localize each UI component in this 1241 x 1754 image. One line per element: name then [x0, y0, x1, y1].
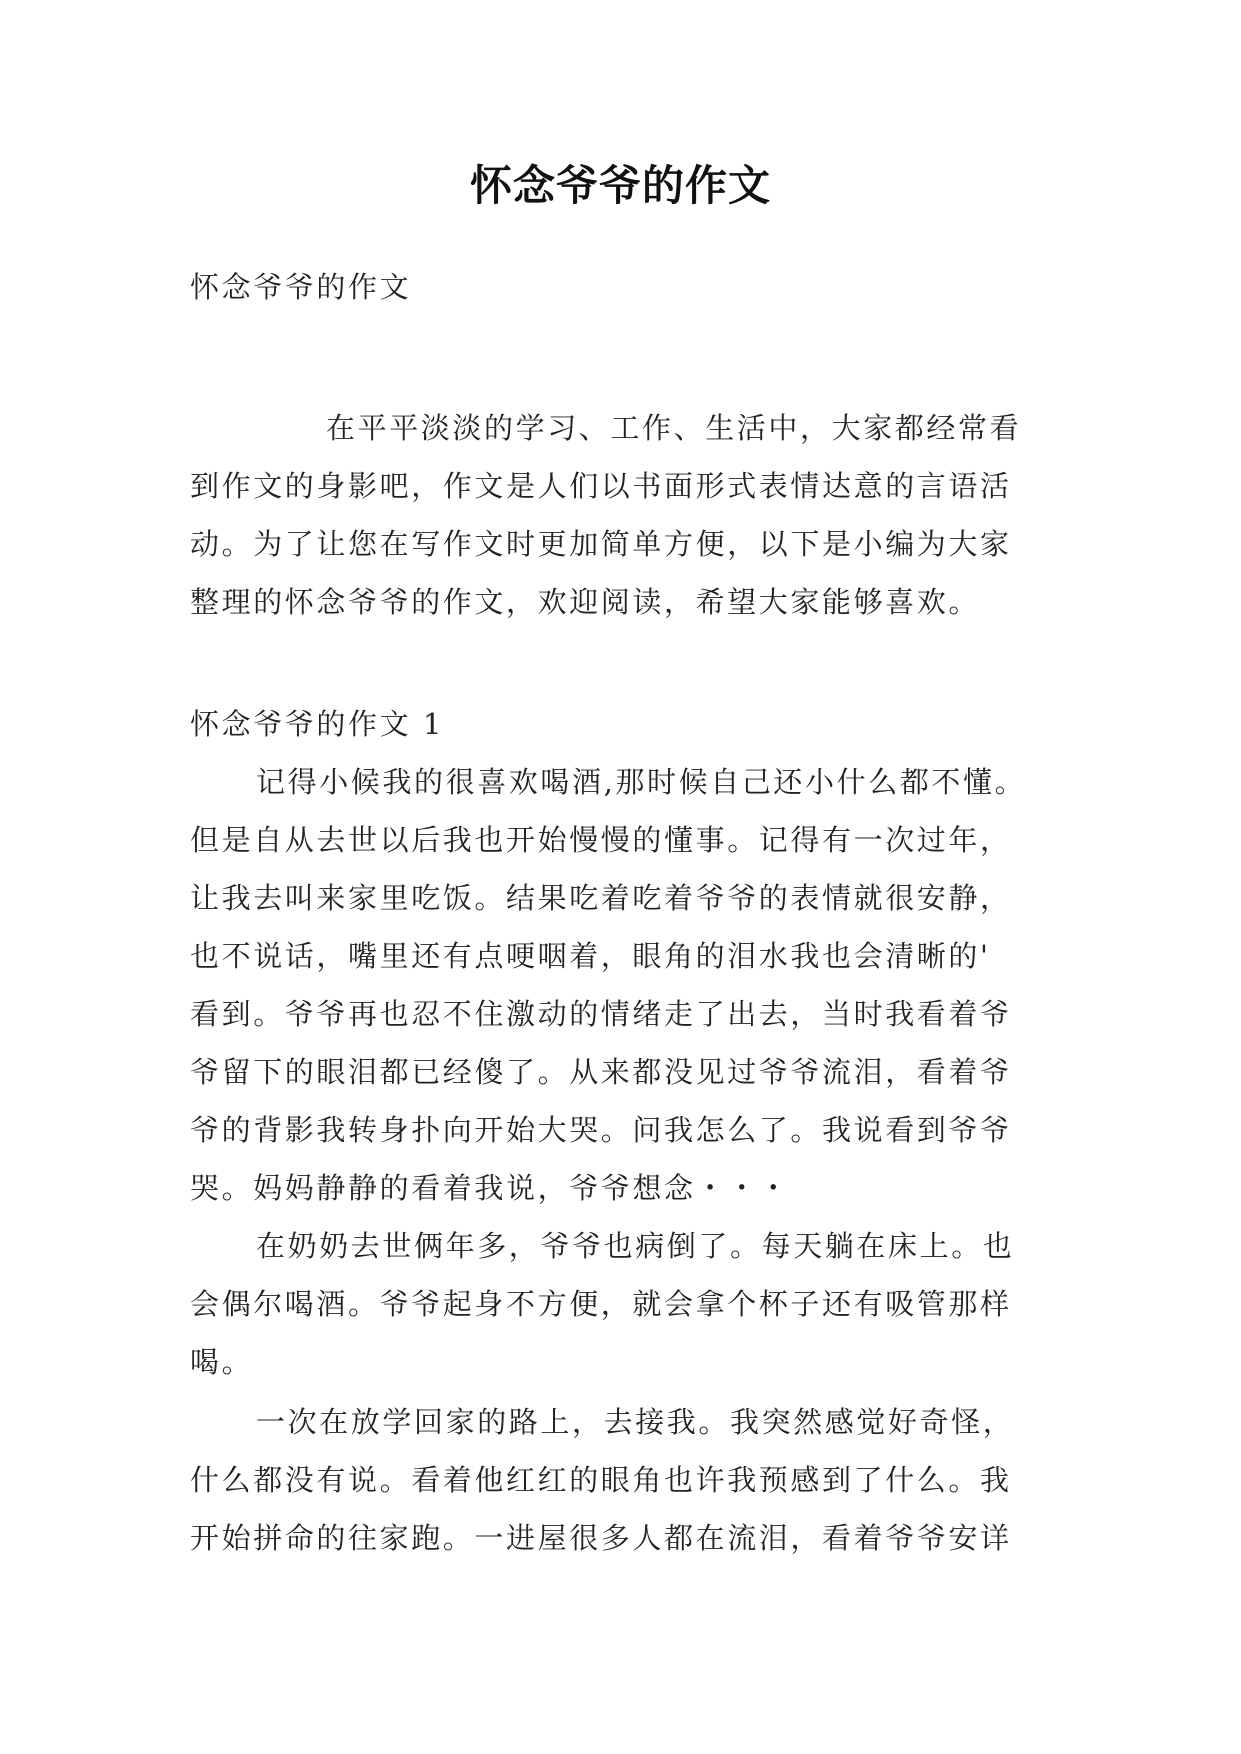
paragraph-line: 什么都没有说。看着他红红的眼角也许我预感到了什么。我 — [190, 1463, 1012, 1497]
paragraph-line: 爷的背影我转身扑向开始大哭。问我怎么了。我说看到爷爷 — [190, 1113, 1012, 1147]
intro-line: 整理的怀念爷爷的作文，欢迎阅读，希望大家能够喜欢。 — [190, 585, 981, 619]
paragraph-line: 一次在放学回家的路上，去接我。我突然感觉好奇怪， — [256, 1405, 1015, 1439]
subtitle: 怀念爷爷的作文 — [190, 270, 412, 304]
paragraph-line: 在奶奶去世俩年多，爷爷也病倒了。每天躺在床上。也 — [256, 1229, 1015, 1263]
paragraph-line: 爷留下的眼泪都已经傻了。从来都没见过爷爷流泪，看着爷 — [190, 1055, 1012, 1089]
paragraph-line: 也不说话，嘴里还有点哽咽着，眼角的泪水我也会清晰的' — [190, 939, 991, 973]
intro-line: 动。为了让您在写作文时更加简单方便，以下是小编为大家 — [190, 527, 1012, 561]
paragraph-line: 开始拼命的往家跑。一进屋很多人都在流泪，看着爷爷安详 — [190, 1521, 1012, 1555]
document-title: 怀念爷爷的作文 — [469, 161, 771, 210]
intro-line: 到作文的身影吧，作文是人们以书面形式表情达意的言语活 — [190, 469, 1012, 503]
paragraph-line: 哭。妈妈静静的看着我说，爷爷想念・・・ — [190, 1171, 791, 1205]
intro-line: 在平平淡淡的学习、工作、生活中，大家都经常看 — [326, 411, 1022, 445]
paragraph-line: 让我去叫来家里吃饭。结果吃着吃着爷爷的表情就很安静， — [190, 881, 1012, 915]
section-heading: 怀念爷爷的作文 1 — [190, 707, 445, 741]
paragraph-line: 会偶尔喝酒。爷爷起身不方便，就会拿个杯子还有吸管那样 — [190, 1287, 1012, 1321]
paragraph-line: 记得小候我的很喜欢喝酒,那时候自己还小什么都不懂。 — [256, 765, 1027, 799]
paragraph-line: 看到。爷爷再也忍不住激动的情绪走了出去，当时我看着爷 — [190, 997, 1012, 1031]
paragraph-line: 喝。 — [190, 1345, 254, 1379]
paragraph-line: 但是自从去世以后我也开始慢慢的懂事。记得有一次过年， — [190, 823, 1012, 857]
